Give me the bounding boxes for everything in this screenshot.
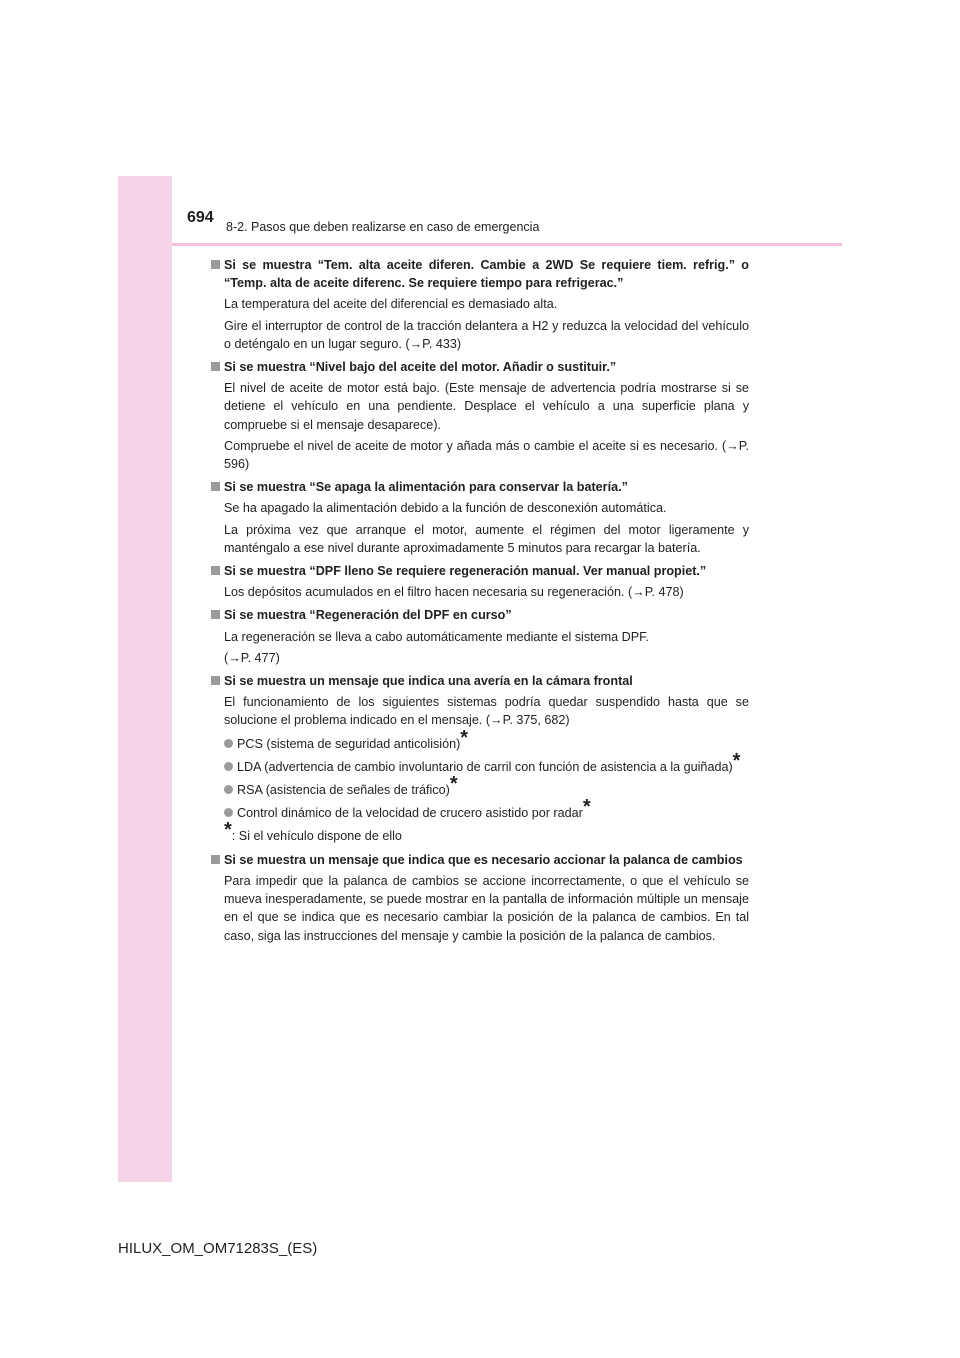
- item-engine-oil-low: [211, 358, 749, 473]
- square-bullet-icon: [211, 855, 220, 864]
- item-text: El funcionamiento de los siguientes sistemas podría quedar suspendido hasta que se solucione el problema indicado en el mensaje. (→P. 375, 682): [224, 695, 749, 728]
- bullet-item-lda: LDA (advertencia de cambio involuntario de carril con función de asistencia a la guiñada)*: [211, 758, 749, 776]
- bullet-item-radar-cruise: Control dinámico de la velocidad de crucero asistido por radar*: [211, 804, 749, 822]
- item-text: Compruebe el nivel de aceite de motor y añada más o cambie el aceite si es necesario. (→P. 596): [224, 438, 749, 472]
- item-dpf-regeneration: [211, 606, 749, 667]
- header-rule: [172, 243, 842, 246]
- item-text: (→P. 477): [224, 650, 280, 665]
- item-heading: Si se muestra “DPF lleno Se requiere regeneración manual. Ver manual propiet.”: [211, 562, 749, 580]
- item-heading: Si se muestra un mensaje que indica que es necesario accionar la palanca de cambios: [211, 851, 749, 869]
- item-text: La temperatura del aceite del diferencial es demasiado alta.: [224, 297, 558, 312]
- item-power-off-battery: [211, 478, 749, 557]
- item-front-camera: [211, 672, 749, 730]
- item-text: La regeneración se lleva a cabo automáticamente mediante el sistema DPF.: [224, 629, 649, 644]
- square-bullet-icon: [211, 260, 220, 269]
- item-diff-oil-temp: [211, 256, 749, 353]
- item-text: Gire el interruptor de control de la tracción delantera a H2 y reduzca la velocidad del vehículo o deténgalo en un lugar seguro. (→P. 433): [224, 318, 749, 351]
- bullet-item-pcs: PCS (sistema de seguridad anticolisión)*: [211, 735, 749, 753]
- footnote-star: *: [224, 819, 232, 842]
- item-shift-lever: [211, 851, 749, 945]
- section-title: 8-2. Pasos que deben realizarse en caso de emergencia: [226, 220, 540, 234]
- square-bullet-icon: [211, 676, 220, 685]
- page-number: 694: [187, 209, 214, 226]
- item-heading: Si se muestra “Regeneración del DPF en curso”: [211, 606, 749, 624]
- round-bullet-icon: [224, 762, 233, 771]
- footnote-star: *: [449, 773, 458, 796]
- square-bullet-icon: [211, 566, 220, 575]
- footnote-star: *: [582, 796, 591, 819]
- bullet-item-rsa: RSA (asistencia de señales de tráfico)*: [211, 781, 749, 799]
- page-content: [211, 256, 749, 950]
- document-code: HILUX_OM_OM71283S_(ES): [118, 1240, 318, 1257]
- square-bullet-icon: [211, 482, 220, 491]
- square-bullet-icon: [211, 362, 220, 371]
- side-color-band: [118, 176, 172, 1182]
- item-text: La próxima vez que arranque el motor, aumente el régimen del motor ligeramente y manténgalo a ese nivel durante aproximadamente 5 minutos para recargar la batería.: [224, 522, 749, 555]
- item-text: Los depósitos acumulados en el filtro hacen necesaria su regeneración. (→P. 478): [224, 585, 684, 600]
- item-text: Para impedir que la palanca de cambios se accione incorrectamente, o que el vehículo se mueva inesperadamente, se puede mostrar en la pantalla de información múltiple un mensaje en el que se indica que es necesario cambiar la posición de la palanca de cambios. En tal caso, siga las instrucciones del mensaje y cambie la posición de la palanca de cambios.: [224, 873, 749, 943]
- round-bullet-icon: [224, 739, 233, 748]
- footnote-star: *: [732, 749, 741, 772]
- item-text: El nivel de aceite de motor está bajo. (Este mensaje de advertencia podría mostrarse si se detiene el vehículo en una pendiente. Desplace el vehículo a una superficie plana y compruebe si el mensaje desaparece).: [224, 381, 749, 432]
- square-bullet-icon: [211, 610, 220, 619]
- footnote-star: *: [460, 726, 469, 749]
- item-text: Se ha apagado la alimentación debido a la función de desconexión automática.: [224, 501, 667, 516]
- item-dpf-full: [211, 562, 749, 601]
- footnote: *: Si el vehículo dispone de ello: [224, 819, 402, 844]
- item-heading: Si se muestra “Tem. alta aceite diferen. Cambie a 2WD Se requiere tiem. refrig.” o “Temp. alta de aceite diferenc. Se requiere tiempo para refrigerac.”: [211, 256, 749, 292]
- item-heading: Si se muestra “Se apaga la alimentación para conservar la batería.”: [211, 478, 749, 496]
- item-heading: Si se muestra un mensaje que indica una avería en la cámara frontal: [211, 672, 749, 690]
- round-bullet-icon: [224, 785, 233, 794]
- round-bullet-icon: [224, 808, 233, 817]
- item-heading: Si se muestra “Nivel bajo del aceite del motor. Añadir o sustituir.”: [211, 358, 749, 376]
